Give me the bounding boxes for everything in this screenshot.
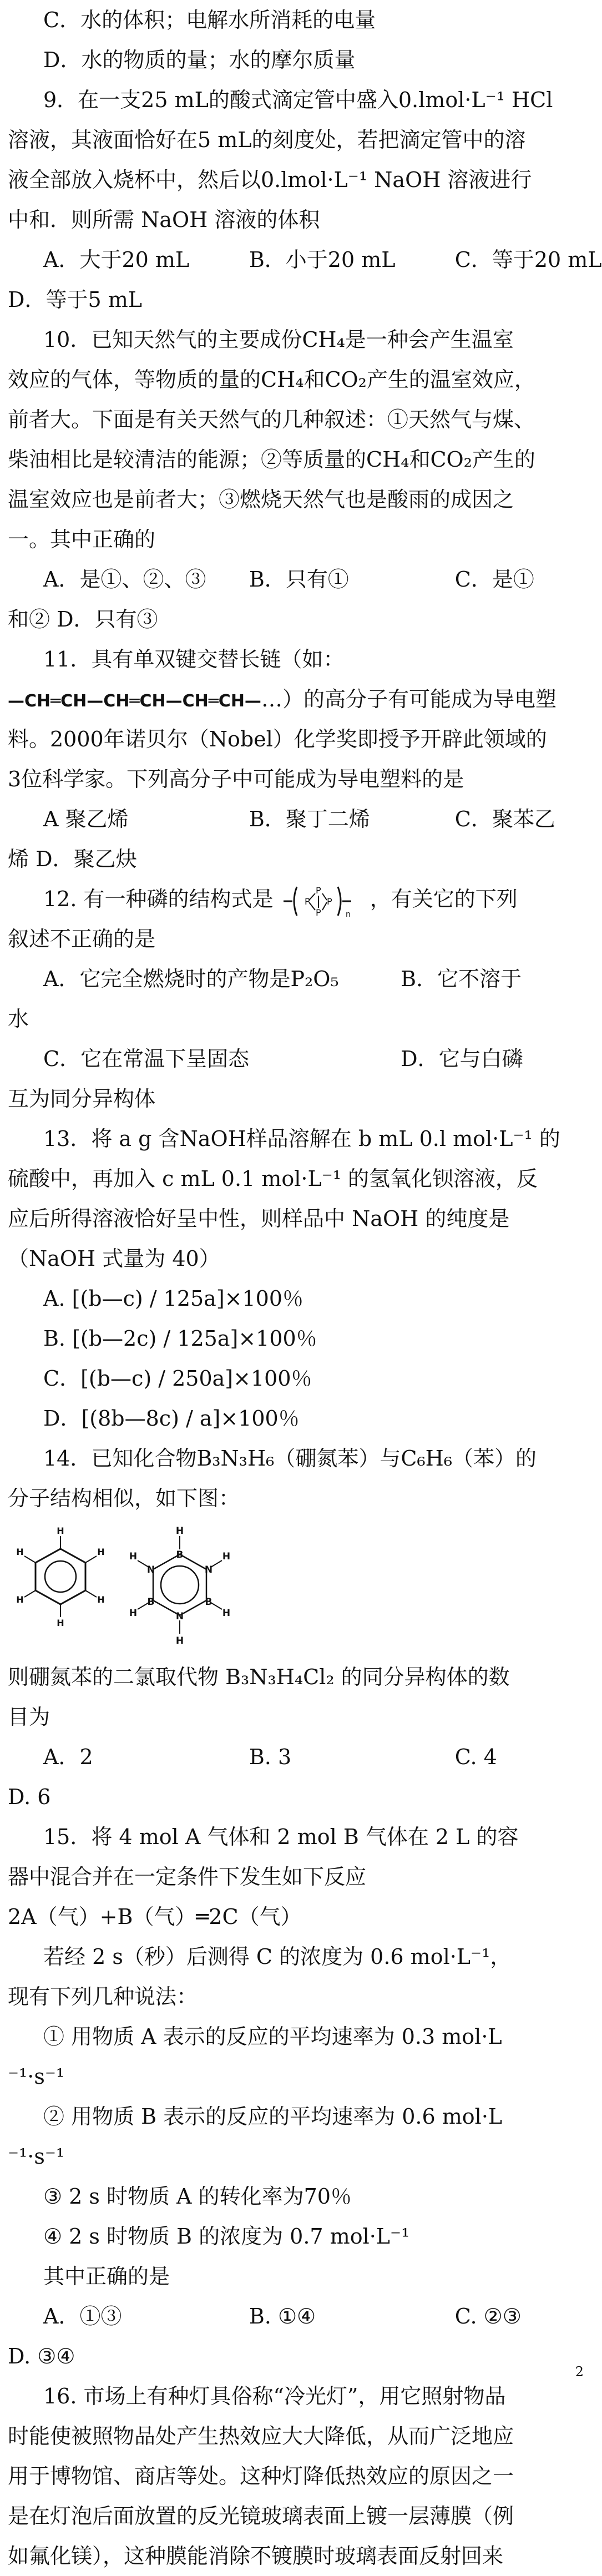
q13-line-1: 13．将 a g 含NaOH样品溶解在 b mL 0.l mol·L⁻¹ 的 (43, 1127, 560, 1151)
h-atom-label: H (57, 1526, 64, 1536)
q15-statement-4: ④ 2 s 时物质 B 的浓度为 0.7 mol·L⁻¹ (43, 2224, 410, 2249)
page-number: 2 (575, 2364, 584, 2380)
q16-line-5: 如氟化镁），这种膜能消除不镀膜时玻璃表面反射回来 (8, 2544, 504, 2568)
h-atom-label: H (97, 1547, 105, 1557)
q11-chain-formula: —CH═CH—CH═CH—CH═CH— (8, 691, 261, 711)
polyphosphorus-structure-icon (280, 883, 363, 919)
q15-statement-2-unit: ⁻¹·s⁻¹ (8, 2144, 65, 2169)
q8-option-d: D．水的物质的量；水的摩尔质量 (43, 48, 356, 72)
q9-line-1: 9．在一支25 mL的酸式滴定管中盛入0.lmol·L⁻¹ HCl (43, 88, 553, 112)
h-atom-label: H (175, 1635, 184, 1646)
q16-line-4: 是在灯泡后面放置的反光镜玻璃表面上镀一层薄膜（例 (8, 2504, 514, 2528)
q14-options (8, 1737, 585, 1777)
q16-line-3: 用于博物馆、商店等处。这种灯降低热效应的原因之一 (8, 2464, 514, 2488)
q10-option-b: B．只有① (249, 567, 349, 592)
q15-statement-3: ③ 2 s 时物质 A 的转化率为70％ (43, 2184, 352, 2209)
q16-line-1: 16. 市场上有种灯具俗称“冷光灯”，用它照射物品 (43, 2384, 506, 2408)
h-atom-label: H (16, 1594, 24, 1605)
q15-option-c: C. ②③ (454, 2304, 522, 2328)
q14-option-c: C. 4 (454, 1745, 497, 1769)
q13-option-a: A. [(b—c) / 125a]×100％ (43, 1286, 304, 1311)
q11-options (8, 799, 585, 839)
q15-option-b: B. ①④ (249, 2304, 316, 2328)
q13-option-d: D．[(8b—8c) / a]×100％ (43, 1406, 300, 1431)
p-atom-label: P (304, 896, 310, 907)
q12-line-2: 叙述不正确的是 (8, 927, 156, 951)
q9-options (8, 240, 602, 280)
q11-line-1: 11．具有单双键交替长链（如： (43, 647, 345, 671)
q9-option-c: C．等于20 mL (454, 248, 602, 272)
q13-line-3: 应后所得溶液恰好呈中性，则样品中 NaOH 的纯度是 (8, 1206, 510, 1231)
q14-line-1: 14．已知化合物B₃N₃H₆（硼氮苯）与C₆H₆（苯）的 (43, 1446, 537, 1471)
q9-line-3: 液全部放入烧杯中，然后以0.lmol·L⁻¹ NaOH 溶液进行 (8, 168, 532, 192)
q15-statement-1: ① 用物质 A 表示的反应的平均速率为 0.3 mol·L (43, 2024, 502, 2049)
h-atom-label: H (129, 1608, 138, 1619)
q10-line-1: 10．已知天然气的主要成份CH₄是一种会产生温室 (43, 327, 514, 352)
q14-line-2: 分子结构相似，如下图： (8, 1486, 240, 1511)
q15-line-4: 现有下列几种说法： (8, 1984, 198, 2009)
q15-option-a: A．①③ (43, 2304, 122, 2328)
q14-line-3: 则硼氮苯的二氯取代物 B₃N₃H₄Cl₂ 的同分异构体的数 (8, 1665, 510, 1689)
q10-line-2: 效应的气体，等物质的量的CH₄和CO₂产生的温室效应， (8, 367, 535, 392)
q12-line-1 (8, 879, 585, 919)
q11-line-3: 3位科学家。下列高分子中可能成为导电塑料的是 (8, 767, 464, 791)
q9-option-a: A．大于20 mL (43, 248, 190, 272)
q10-line-5: 温室效应也是前者大；③燃烧天然气也是酸雨的成因之 (8, 487, 514, 512)
q12-option-a: A．它完全燃烧时的产物是P₂O₅ (43, 967, 339, 991)
q16-line-2: 时能使被照物品处产生热效应大大降低，从而广泛地应 (8, 2424, 514, 2448)
q10-option-d: 和② D．只有③ (8, 607, 158, 632)
n-atom-label: N (146, 1564, 155, 1575)
q10-option-c: C．是① (454, 567, 534, 592)
repeat-n-label: n (345, 910, 351, 919)
borazine-structure-icon (124, 1524, 235, 1657)
q15-options (8, 2296, 585, 2336)
q15-statement-1-unit: ⁻¹·s⁻¹ (8, 2064, 65, 2089)
benzene-structure-icon (13, 1524, 108, 1651)
q10-line-6: 一。其中正确的 (8, 527, 156, 552)
q15-equation: 2A（气）+B（气）═2C（气） (8, 1905, 302, 1929)
h-atom-label: H (97, 1594, 105, 1605)
q13-option-c: C．[(b—c) / 250a]×100％ (43, 1366, 312, 1391)
h-atom-label: H (222, 1551, 231, 1562)
q10-line-3: 前者大。下面是有关天然气的几种叙述：①天然气与煤、 (8, 407, 535, 432)
q14-figures (8, 1518, 585, 1657)
h-atom-label: H (16, 1547, 24, 1557)
q14-line-4: 目为 (8, 1705, 50, 1729)
q10-options (8, 559, 585, 599)
q14-option-d: D. 6 (8, 1785, 51, 1809)
q10-option-a: A．是①、②、③ (43, 567, 206, 592)
b-atom-label: B (147, 1597, 155, 1608)
q11-option-c: C．聚苯乙 (454, 807, 555, 831)
q13-line-2: 硫酸中，再加入 c mL 0.1 mol·L⁻¹ 的氢氧化钡溶液，反 (8, 1166, 538, 1191)
q15-statement-2: ② 用物质 B 表示的反应的平均速率为 0.6 mol·L (43, 2104, 503, 2129)
q10-line-4: 柴油相比是较清洁的能源；②等质量的CH₄和CO₂产生的 (8, 447, 535, 472)
q12-option-d: D．它与白磷 (401, 1047, 523, 1071)
q11-option-a: A 聚乙烯 (43, 807, 129, 831)
n-atom-label: N (204, 1564, 213, 1575)
p-atom-label: P (315, 907, 321, 918)
h-atom-label: H (129, 1551, 138, 1562)
q11-option-b: B．聚丁二烯 (249, 807, 370, 831)
q8-option-c: C．水的体积；电解水所消耗的电量 (43, 8, 376, 32)
q12-stem-post: ，有关它的下列 (370, 887, 518, 911)
q11-chain-line (8, 679, 585, 719)
q12-option-c: C．它在常温下呈固态 (43, 1047, 250, 1071)
text-column (8, 0, 602, 2576)
q15-line-2: 器中混合并在一定条件下发生如下反应 (8, 1865, 367, 1889)
q9-line-4: 中和．则所需 NaOH 溶液的体积 (8, 208, 320, 232)
p-atom-label: P (315, 885, 321, 896)
q12-option-b-cont: 水 (8, 1007, 29, 1031)
q15-line-1: 15．将 4 mol A 气体和 2 mol B 气体在 2 L 的容 (43, 1825, 519, 1849)
q11-option-d: 烯 D．聚乙炔 (8, 847, 137, 871)
q9-line-2: 溶液，其液面恰好在5 mL的刻度处，若把滴定管中的溶 (8, 128, 526, 152)
q9-option-d: D．等于5 mL (8, 287, 142, 312)
q12-options-ab (8, 959, 585, 999)
q9-option-b: B．小于20 mL (249, 248, 396, 272)
b-atom-label: B (176, 1549, 184, 1560)
q13-line-4: （NaOH 式量为 40） (8, 1246, 220, 1271)
h-atom-label: H (222, 1608, 231, 1619)
q15-line-5: 其中正确的是 (43, 2264, 170, 2289)
q12-stem-pre: 12. 有一种磷的结构式是 (43, 887, 274, 911)
q15-line-3: 若经 2 s（秒）后测得 C 的浓度为 0.6 mol·L⁻¹， (43, 1944, 512, 1969)
q12-option-d-cont: 互为同分异构体 (8, 1087, 156, 1111)
q15-option-d: D. ③④ (8, 2344, 75, 2368)
q12-option-b: B．它不溶于 (401, 967, 522, 991)
q11-chain-tail: …）的高分子有可能成为导电塑 (261, 687, 557, 711)
q12-options-cd (8, 1039, 585, 1079)
q11-line-2: 料。2000年诺贝尔（Nobel）化学奖即授予开辟此领域的 (8, 727, 547, 751)
n-atom-label: N (175, 1611, 184, 1622)
p-atom-label: P (326, 896, 332, 907)
q13-option-b: B. [(b—2c) / 125a]×100％ (43, 1326, 317, 1351)
b-atom-label: B (205, 1597, 213, 1608)
h-atom-label: H (57, 1618, 64, 1628)
h-atom-label: H (175, 1526, 184, 1537)
q14-option-b: B. 3 (249, 1745, 292, 1769)
q14-option-a: A．2 (43, 1745, 93, 1769)
